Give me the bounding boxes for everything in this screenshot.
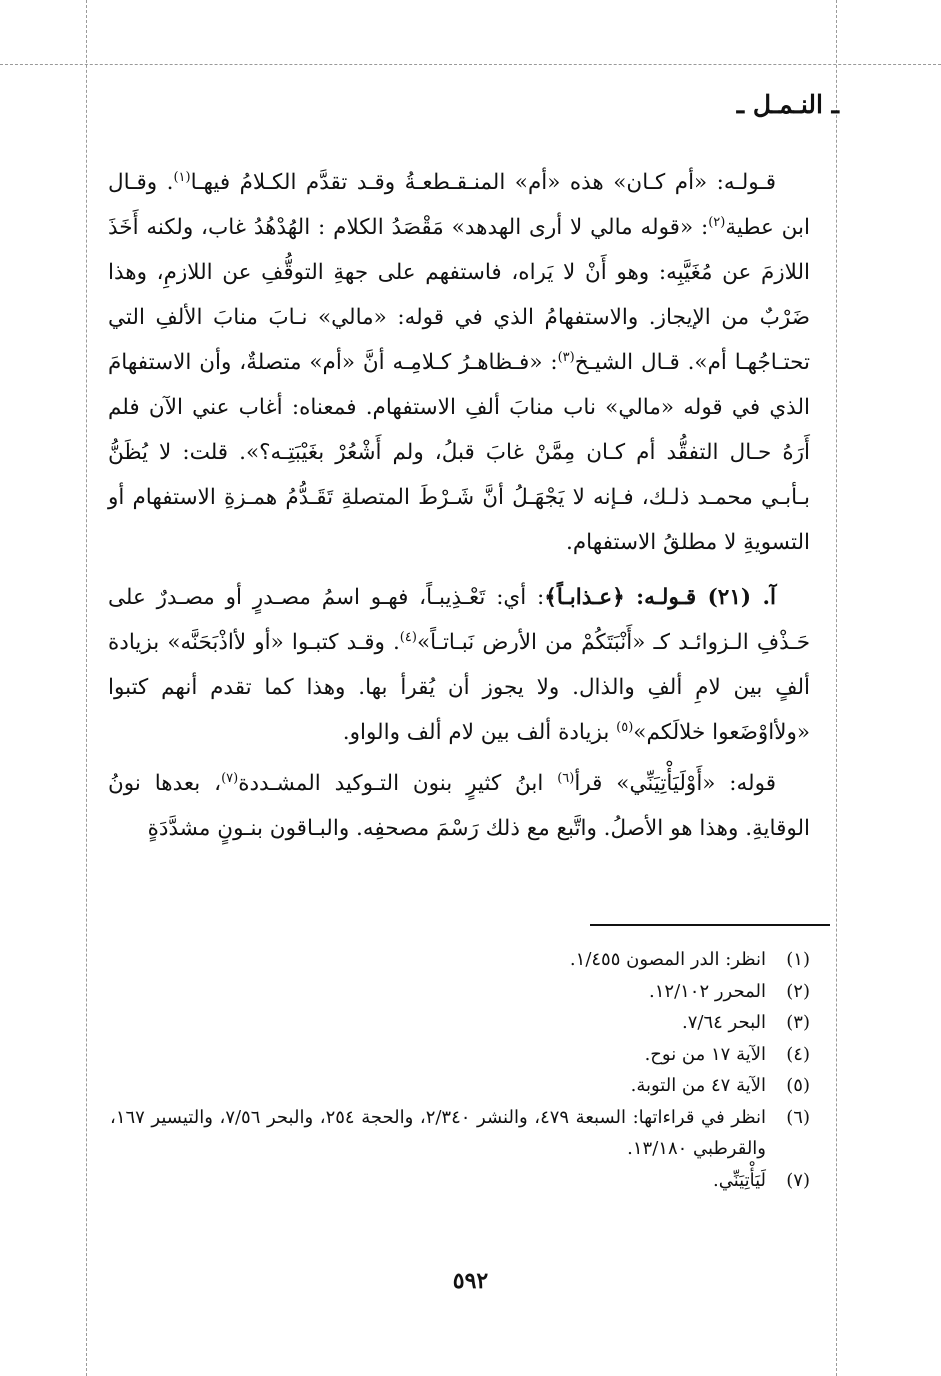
footnote-text: الآية ١٧ من نوح.	[644, 1043, 766, 1065]
paragraph-1: قـولـه: «أم كـان» هذه «أم» المنـقـطعـةُ وقـد تقدَّم الكـلامُ فيهـا$^{(١)}$. وقـال ابن عطية$^{(٢)}$: «قوله مالي لا أرى الهدهد» مَقْصَدُ الكلام : الهُدْهُدُ غاب، ولكنه أَخَذَ اللازمَ عن مُغَيَّبِه: وهو أَنْ لا يَراه، فاستفهم على جهةِ التوقُّفِ عن اللازمِ، وهذا ضَرْبٌ من الإيجاز. والاستفهامُ الذي في قوله: «مالي» نـابَ منابَ الألفِ التي تحتـاجُهـا أم». قـال الشيـخ$^{(٣)}$: «فـظاهـرُ كـلامِـه أنَّ «أم» متصلةٌ، وأن الاستفهامَ الذي في قوله «مالي» ناب منابَ ألفِ الاستفهام. فمعناه: أغاب عني الآن فلم أَرَهُ حـال التفقُّد أم كـان مِمَّنْ غابَ قبلُ، ولم أَشْعُرْ بغَيْبَتِـه؟». قلت: لا يُظَنُّ بـأبـي محمـد ذلـك، فـإنه لا يَجْهَـلُ أنَّ شَـرْطَ المتصلةِ تَقَـدُّمُ همـزةِ الاستفهام أو التسويةِ لا مطلقُ الاستفهام.	[108, 169, 810, 555]
footnote-text: لَيَأْتِيَنِّي.	[713, 1169, 766, 1191]
footnote-ref-1[interactable]: (١)	[173, 169, 191, 185]
footnote-item	[110, 944, 810, 976]
footnote-number: (٧)	[786, 1169, 810, 1191]
footnote-number: (٤)	[786, 1043, 810, 1065]
footnotes	[110, 944, 810, 1196]
footnote-item	[110, 1070, 810, 1102]
footnote-number: (٥)	[786, 1075, 810, 1096]
footnote-ref-3[interactable]: (٣)	[557, 349, 575, 365]
paragraph-3: قوله: «أَوْلَيَأْتِيَنِّي» قرأ$^{(٦)}$ ابنُ كثيرٍ بنون التـوكيد المشـددة$^{(٧)}$، بعدها نونُ الوقايةِ. وهذا هو الأصلُ. واتَّبع مع ذلك رَسْمَ مصحفِه. والبـاقون بنـونٍ مشدَّدَةٍ	[108, 770, 810, 841]
footnote-number: (٣)	[786, 1012, 810, 1033]
footnote-text: المحرر ١٢/١٠٢.	[649, 980, 766, 1002]
top-guide-line	[0, 64, 941, 65]
footnote-text: انظر في قراءاتها: السبعة ٤٧٩، والنشر ٢/٣٤٠، والحجة ٢٥٤، والبحر ٧/٥٦، والتيسير ١٦٧، والقرطبي ١٣/١٨٠.	[110, 1106, 766, 1159]
main-text	[108, 160, 810, 851]
footnote-item	[110, 1165, 810, 1197]
running-header: ـ النـمـل ـ	[736, 90, 839, 119]
footnote-ref-6[interactable]: (٦)	[557, 770, 575, 786]
page-number: ٥٩٢	[452, 1268, 489, 1294]
footnote-ref-7[interactable]: (٧)	[221, 770, 239, 786]
footnote-number: (١)	[786, 949, 810, 970]
paragraph-2: آ. (٢١) قـولـه: ﴿عـذابـاً﴾: أي: تَعْـذِيبـاً، فهـو اسمُ مصـدرٍ أو مصـدرٌ على حَـذْفِ الـزوائـد كـ «أَنْبَتَكُمْ من الأرض نَبـاتـاً»$^{(٤)}$. وقـد كتبـوا «أو لأاذْبَحَنَّه» بزيادة ألفٍ بين لامِ ألفِ والذال. ولا يجوز أن يُقرأ بها. وهذا كما تقدم أنهم كتبوا «ولأاوْضَعوا خلالَكم»$^{(٥)}$ بزيادة ألف بين لام ألف والواو.	[108, 585, 810, 745]
footnote-text: الآية ٤٧ من التوبة.	[630, 1075, 766, 1096]
footnote-text: البحر ٧/٦٤.	[681, 1012, 766, 1033]
footnote-ref-2[interactable]: (٢)	[708, 214, 726, 230]
footnote-separator	[590, 924, 830, 926]
left-guide-line	[86, 0, 87, 1376]
footnote-ref-5[interactable]: (٥)	[616, 719, 634, 735]
footnote-number: (٦)	[786, 1106, 810, 1128]
verse-heading: آ. (٢١) قـولـه: ﴿عـذابـاً﴾	[544, 585, 776, 610]
footnote-item	[110, 1039, 810, 1071]
footnote-text: انظر: الدر المصون ١/٤٥٥.	[569, 949, 766, 970]
footnote-number: (٢)	[786, 980, 810, 1002]
footnote-item	[110, 976, 810, 1008]
right-guide-line	[836, 0, 837, 1376]
footnote-ref-4[interactable]: (٤)	[399, 629, 417, 645]
footnote-item	[110, 1007, 810, 1039]
footnote-item	[110, 1102, 810, 1165]
